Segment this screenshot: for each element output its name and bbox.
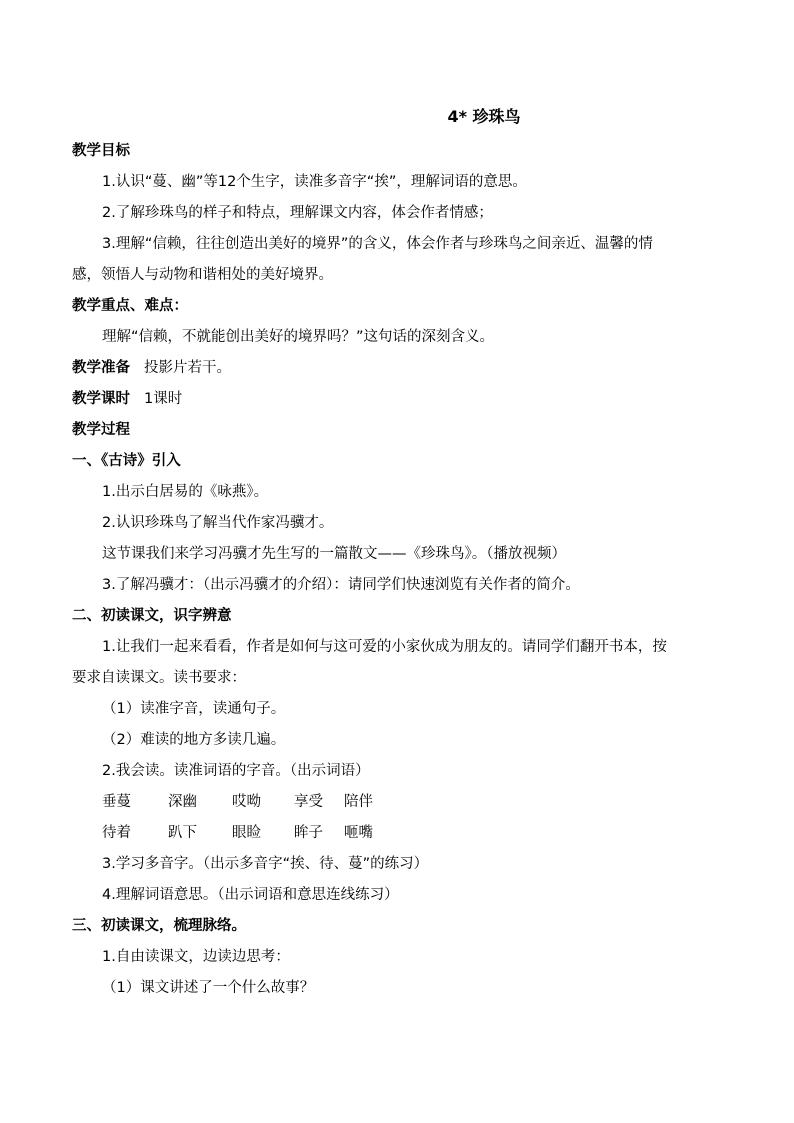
part-2-heading: 二、初读课文，识字辨意 [72, 608, 232, 624]
hours-row [72, 384, 726, 415]
prep-text: 投影片若干。 [144, 360, 231, 376]
part-1-item-1: 1.出示白居易的《咏燕》。 [102, 484, 269, 500]
part-2-requirement-2: （2）难读的地方多读几遍。 [102, 732, 286, 748]
document-title: 4* 珍珠鸟 [447, 107, 521, 126]
part-2-requirement-1: （1）读准字音，读通句子。 [102, 701, 286, 717]
goal-3-line2: 感，领悟人与动物和谐相处的美好境界。 [72, 267, 333, 283]
goal-1: 1.认识“蔓、幽”等12个生字，读准多音字“挨”，理解词语的意思。 [102, 174, 527, 190]
word: 陪伴 [344, 794, 373, 810]
goal-3-line1: 3.理解“信赖，往往创造出美好的境界”的含义，体会作者与珍珠鸟之间亲近、温馨的情 [102, 236, 653, 252]
part-1-item-4: 3.了解冯骥才：（出示冯骥才的介绍）：请同学们快速浏览有关作者的简介。 [102, 577, 580, 593]
part-3-question-1: （1）课文讲述了一个什么故事？ [102, 980, 315, 996]
key-points-heading: 教学重点、难点： [72, 298, 188, 314]
word: 享受 [294, 794, 323, 810]
word: 眸子 [294, 825, 323, 841]
key-points-text: 理解“信赖，不就能创出美好的境界吗？”这句话的深刻含义。 [102, 329, 495, 345]
part-2-item-1-line1: 1.让我们一起来看看，作者是如何与这可爱的小家伙成为朋友的。请同学们翻开书本，按 [102, 639, 667, 655]
goals-heading: 教学目标 [72, 143, 130, 159]
word: 趴下 [168, 825, 197, 841]
part-1-item-2: 2.认识珍珠鸟了解当代作家冯骥才。 [102, 515, 334, 531]
hours-text: 1课时 [144, 391, 183, 407]
process-heading: 教学过程 [72, 422, 130, 438]
word: 垂蔓 [102, 794, 131, 810]
part-2-item-3: 3.学习多音字。（出示多音字“挨、待、蔓”的练习） [102, 856, 429, 872]
part-3-heading: 三、初读课文，梳理脉络。 [72, 918, 246, 934]
word: 待着 [102, 825, 131, 841]
word: 眼睑 [232, 825, 261, 841]
part-2-item-2: 2.我会读。读准词语的字音。（出示词语） [102, 763, 370, 779]
part-3-item-1: 1.自由读课文，边读边思考： [102, 949, 290, 965]
hours-label: 教学课时 [72, 391, 130, 407]
part-1-item-3: 这节课我们来学习冯骥才先生写的一篇散文——《珍珠鸟》。（播放视频） [102, 546, 566, 562]
prep-label: 教学准备 [72, 360, 130, 376]
word: 深幽 [168, 794, 197, 810]
word-row-1 [72, 787, 726, 818]
word: 咂嘴 [344, 825, 373, 841]
word-row-2 [72, 818, 726, 849]
word: 哎呦 [232, 794, 261, 810]
document-page [72, 106, 726, 1004]
part-2-item-1-line2: 要求自读课文。读书要求： [72, 670, 246, 686]
part-2-item-4: 4.理解词语意思。（出示词语和意思连线练习） [102, 887, 399, 903]
part-1-heading: 一、《古诗》引入 [72, 453, 181, 469]
goal-2: 2.了解珍珠鸟的样子和特点，理解课文内容，体会作者情感； [102, 205, 493, 221]
prep-row [72, 353, 726, 384]
